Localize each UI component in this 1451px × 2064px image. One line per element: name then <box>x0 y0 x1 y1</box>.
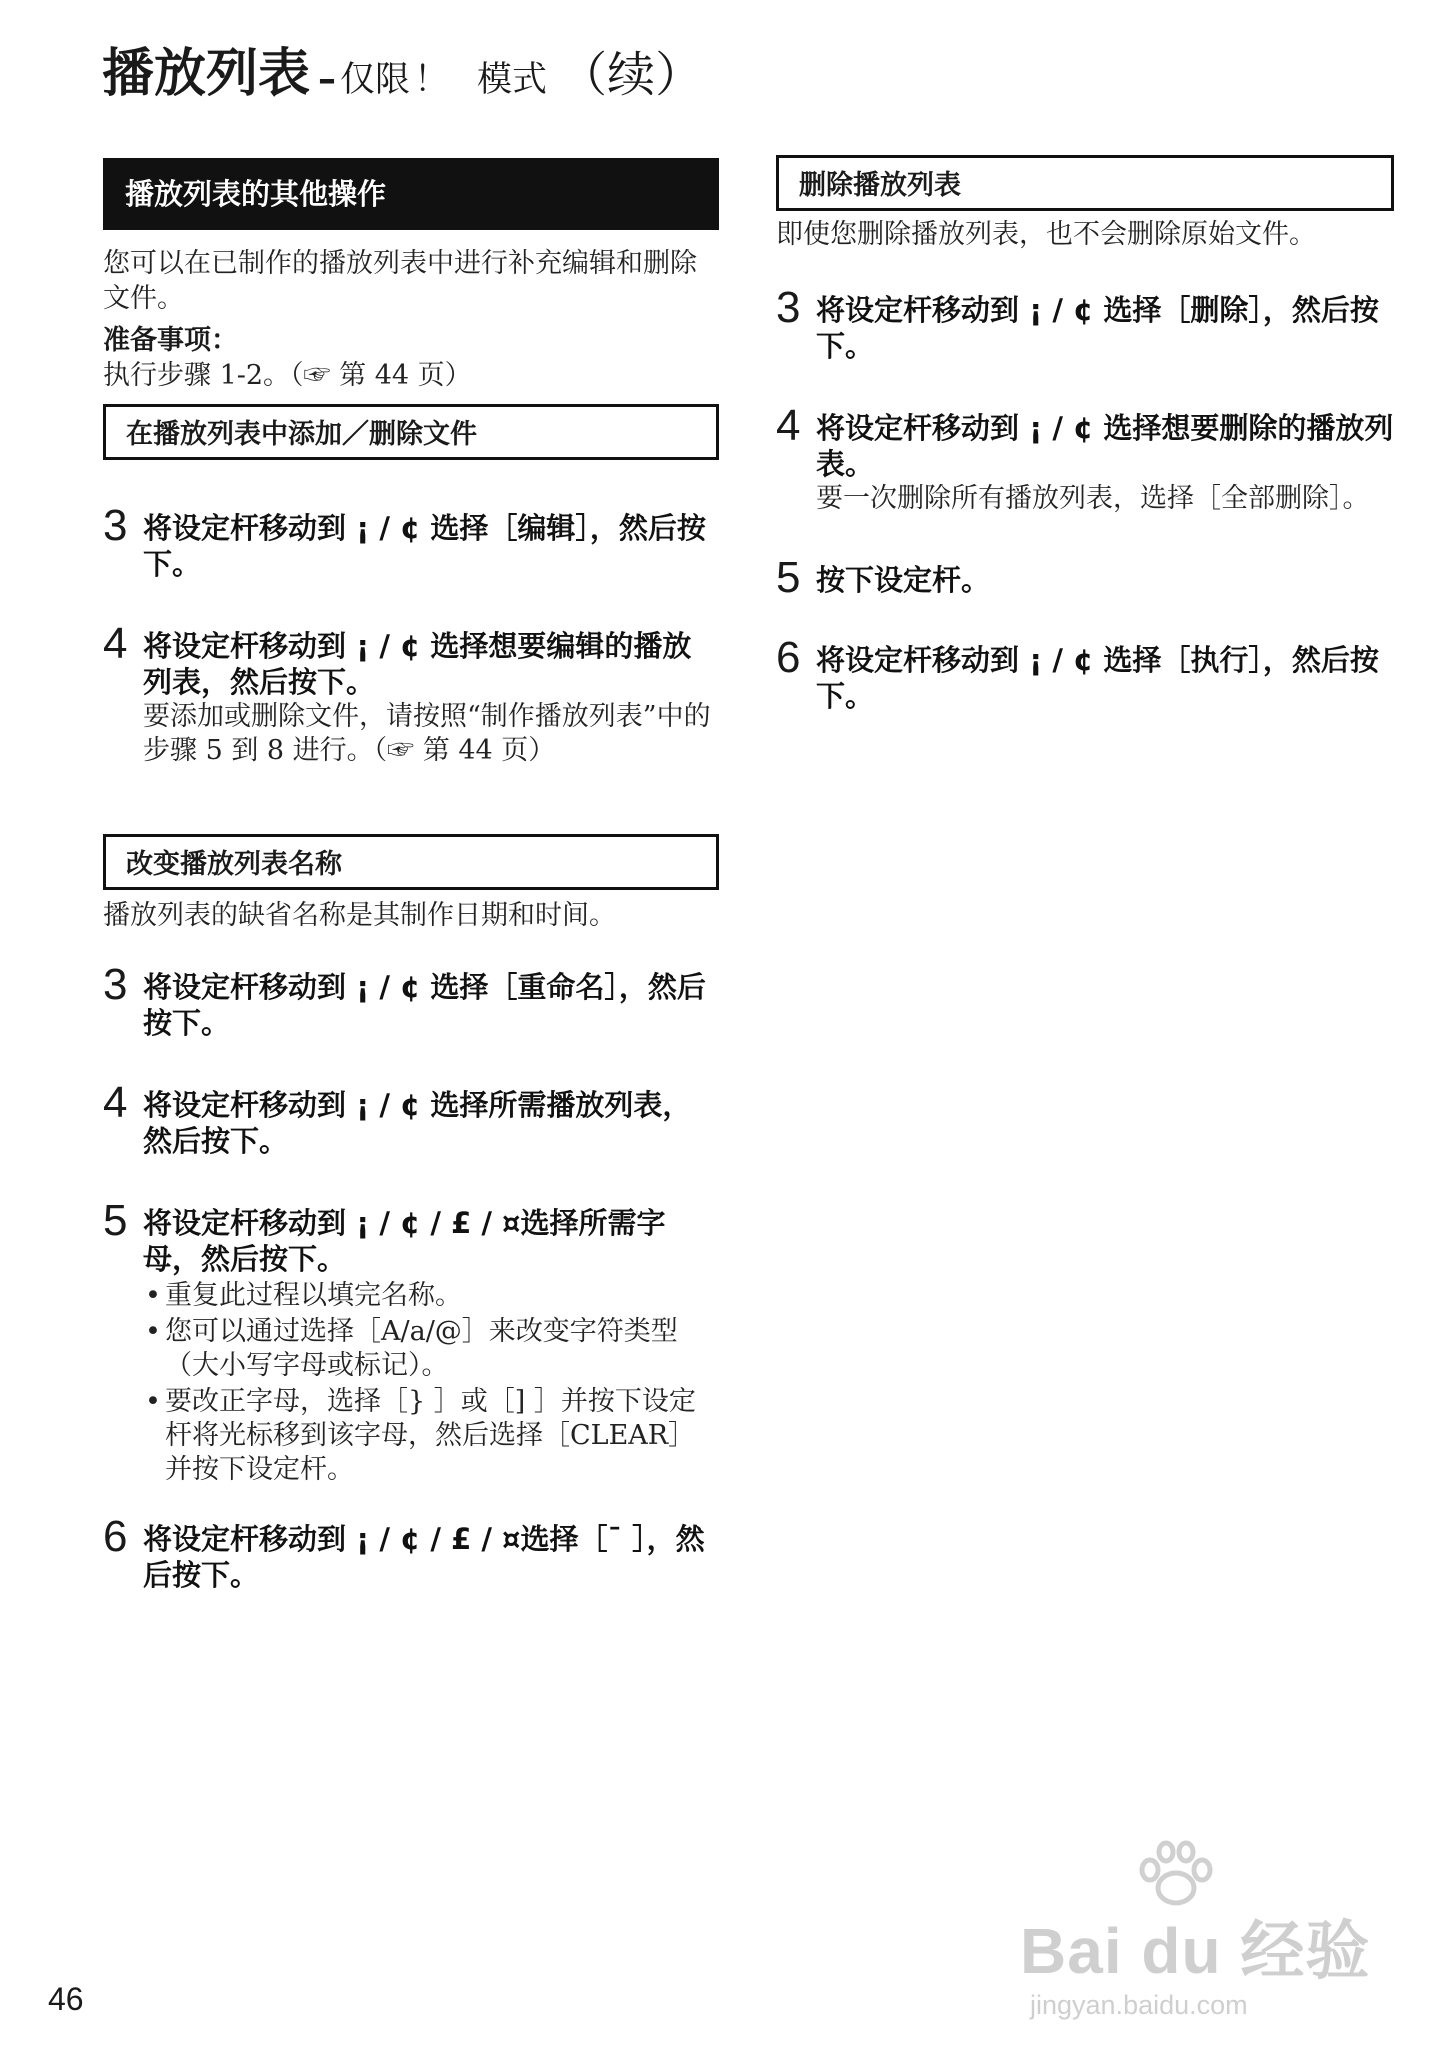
step-number: 6 <box>103 1512 128 1561</box>
delete-step-3 <box>776 283 1394 364</box>
step-number: 4 <box>103 619 128 668</box>
rename-step-3 <box>103 960 719 1041</box>
step-text: 将设定杆移动到 ¡ / ¢ 选择［编辑］，然后按下。 <box>143 511 706 581</box>
rename-step-4 <box>103 1078 719 1159</box>
step-text: 将设定杆移动到 ¡ / ¢ 选择所需播放列表，然后按下。 <box>143 1088 692 1158</box>
rename-step-6 <box>103 1512 719 1593</box>
add-remove-step-3 <box>103 501 719 582</box>
step-number: 4 <box>103 1078 128 1127</box>
step-number: 5 <box>776 553 801 602</box>
title-sub: 仅限 <box>340 60 411 100</box>
step-number: 3 <box>103 501 128 550</box>
rename-intro: 播放列表的缺省名称是其制作日期和时间。 <box>103 900 616 931</box>
watermark-logo: Bai du 经验 <box>1020 1915 1371 1987</box>
step-text: 将设定杆移动到 ¡ / ¢ 选择［执行］，然后按下。 <box>816 643 1379 713</box>
step-number: 3 <box>103 960 128 1009</box>
right-column <box>776 155 1394 714</box>
rename-heading: 改变播放列表名称 <box>103 834 719 890</box>
step-text: 将设定杆移动到 ¡ / ¢ 选择［重命名］，然后按下。 <box>143 970 706 1040</box>
rename-step-5 <box>103 1196 719 1487</box>
delete-step-5 <box>776 553 1394 602</box>
step-text: 按下设定杆。 <box>816 563 991 597</box>
section-banner: 播放列表的其他操作 <box>103 158 719 230</box>
prep-title: 准备事项： <box>103 325 238 356</box>
left-column <box>103 158 719 1593</box>
bullet-item: • 重复此过程以填完名称。 <box>143 1279 719 1313</box>
bullet-item: • 要改正字母，选择［} ］或［] ］并按下设定杆将光标移到该字母，然后选择［CLEAR］并按下设定杆。 <box>143 1385 719 1487</box>
step-text: 将设定杆移动到 ¡ / ¢ / £ / ¤选择［¯ ］，然后按下。 <box>143 1522 705 1592</box>
step-number: 4 <box>776 401 801 450</box>
step-text: 将设定杆移动到 ¡ / ¢ / £ / ¤选择所需字母，然后按下。 <box>143 1206 666 1276</box>
step-number: 6 <box>776 633 801 682</box>
title-mode: 模式 <box>477 60 548 100</box>
delete-step-6 <box>776 633 1394 714</box>
step-text: 将设定杆移动到 ¡ / ¢ 选择想要删除的播放列表。 <box>816 411 1394 481</box>
add-remove-heading: 在播放列表中添加／删除文件 <box>103 404 719 460</box>
delete-intro: 即使您删除播放列表，也不会删除原始文件。 <box>776 219 1316 250</box>
delete-heading: 删除播放列表 <box>776 155 1394 211</box>
title-continued: （续） <box>559 47 704 103</box>
add-remove-step-4 <box>103 619 719 768</box>
watermark-url: jingyan.baidu.com <box>1030 1990 1248 2020</box>
step-number: 5 <box>103 1196 128 1245</box>
step-text: 将设定杆移动到 ¡ / ¢ 选择想要编辑的播放列表，然后按下。 <box>143 629 692 699</box>
baidu-watermark <box>1020 1840 1380 2030</box>
step-number: 3 <box>776 283 801 332</box>
title-main: 播放列表 <box>102 44 311 104</box>
step-text: 将设定杆移动到 ¡ / ¢ 选择［删除］，然后按下。 <box>816 293 1379 363</box>
page-title <box>102 44 704 104</box>
page-number: 46 <box>48 1981 84 2017</box>
step-bullets <box>143 1279 719 1487</box>
section-intro: 您可以在已制作的播放列表中进行补充编辑和删除文件。 <box>103 248 697 314</box>
step-note: 要添加或删除文件，请按照“制作播放列表”中的步骤 5 到 8 进行。（☞ 第 44 页） <box>143 701 711 766</box>
prep-text: 执行步骤 1-2。（☞ 第 44 页） <box>103 360 472 391</box>
step-note: 要一次删除所有播放列表，选择［全部删除］。 <box>816 483 1370 514</box>
bullet-item: • 您可以通过选择［A/a/@］来改变字符类型（大小写字母或标记）。 <box>143 1315 719 1383</box>
delete-step-4 <box>776 401 1394 516</box>
mode-icon: ！ <box>414 60 450 100</box>
title-dash: – <box>318 59 337 100</box>
